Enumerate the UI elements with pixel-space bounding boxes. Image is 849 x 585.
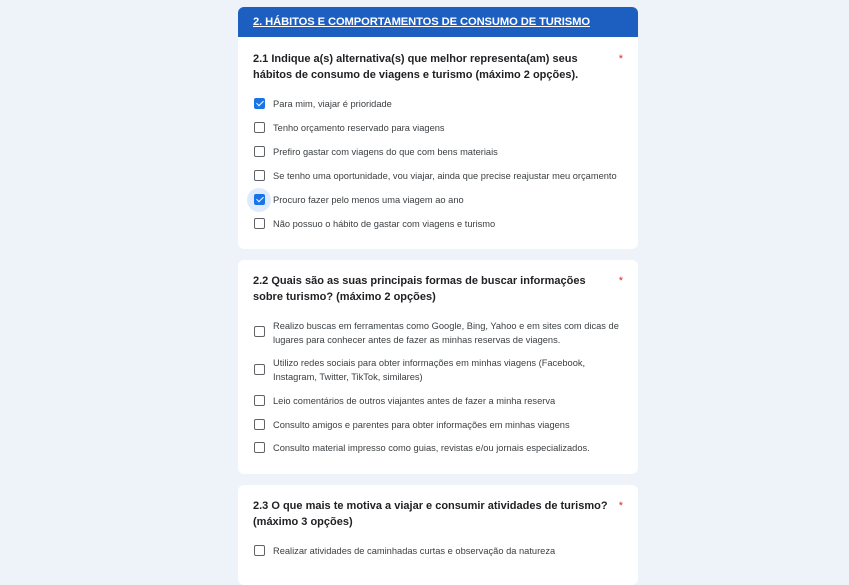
checkbox-checked-icon[interactable] — [254, 98, 265, 109]
option-label: Realizo buscas em ferramentas como Google, Bing, Yahoo e em sites com dicas de lugares para conhecer antes de fazer as minhas reservas de viagens. — [273, 321, 619, 345]
option-label: Consulto material impresso como guias, revistas e/ou jornais especializados. — [273, 443, 590, 453]
question-title: 2.2 Quais são as suas principais formas de buscar informações sobre turismo? (máximo 2 opções) — [253, 275, 586, 303]
option-label: Consulto amigos e parentes para obter informações em minhas viagens — [273, 420, 570, 430]
option-label: Leio comentários de outros viajantes antes de fazer a minha reserva — [273, 396, 556, 406]
option-label: Tenho orçamento reservado para viagens — [273, 123, 445, 133]
option-label: Se tenho uma oportunidade, vou viajar, ainda que precise reajustar meu orçamento — [273, 171, 617, 181]
checkbox-icon[interactable] — [254, 419, 265, 430]
option-label: Não possuo o hábito de gastar com viagens e turismo — [273, 219, 496, 229]
question-card-2-3 — [238, 485, 638, 585]
section-title: 2. HÁBITOS E COMPORTAMENTOS DE CONSUMO DE TURISMO — [253, 16, 590, 28]
question-card-2-1 — [238, 37, 638, 249]
question-title: 2.1 Indique a(s) alternativa(s) que melhor representa(am) seus hábitos de consumo de viagens e turismo (máximo 2 opções). — [253, 53, 579, 81]
required-asterisk: * — [618, 500, 623, 512]
required-asterisk: * — [618, 275, 623, 287]
question-card-2-2 — [238, 260, 638, 474]
option-label: Procuro fazer pelo menos uma viagem ao ano — [273, 195, 464, 205]
checkbox-icon[interactable] — [254, 326, 265, 337]
option-label: Realizar atividades de caminhadas curtas e observação da natureza — [273, 546, 556, 556]
checkbox-icon[interactable] — [254, 146, 265, 157]
checkbox-checked-icon[interactable] — [254, 194, 265, 205]
checkbox-icon[interactable] — [254, 122, 265, 133]
checkbox-icon[interactable] — [254, 218, 265, 229]
checkbox-icon[interactable] — [254, 364, 265, 375]
checkbox-icon[interactable] — [254, 170, 265, 181]
checkbox-icon[interactable] — [254, 442, 265, 453]
checkbox-icon[interactable] — [254, 395, 265, 406]
option-label: Utilizo redes sociais para obter informações em minhas viagens (Facebook, Instagram, Twitter, TikTok, similares) — [273, 358, 586, 382]
checkbox-icon[interactable] — [254, 545, 265, 556]
required-asterisk: * — [618, 53, 623, 65]
question-title: 2.3 O que mais te motiva a viajar e consumir atividades de turismo? (máximo 3 opções) — [253, 500, 608, 528]
option-label: Prefiro gastar com viagens do que com bens materiais — [273, 147, 498, 157]
option-label: Para mim, viajar é prioridade — [273, 99, 392, 109]
section-header — [238, 7, 638, 37]
